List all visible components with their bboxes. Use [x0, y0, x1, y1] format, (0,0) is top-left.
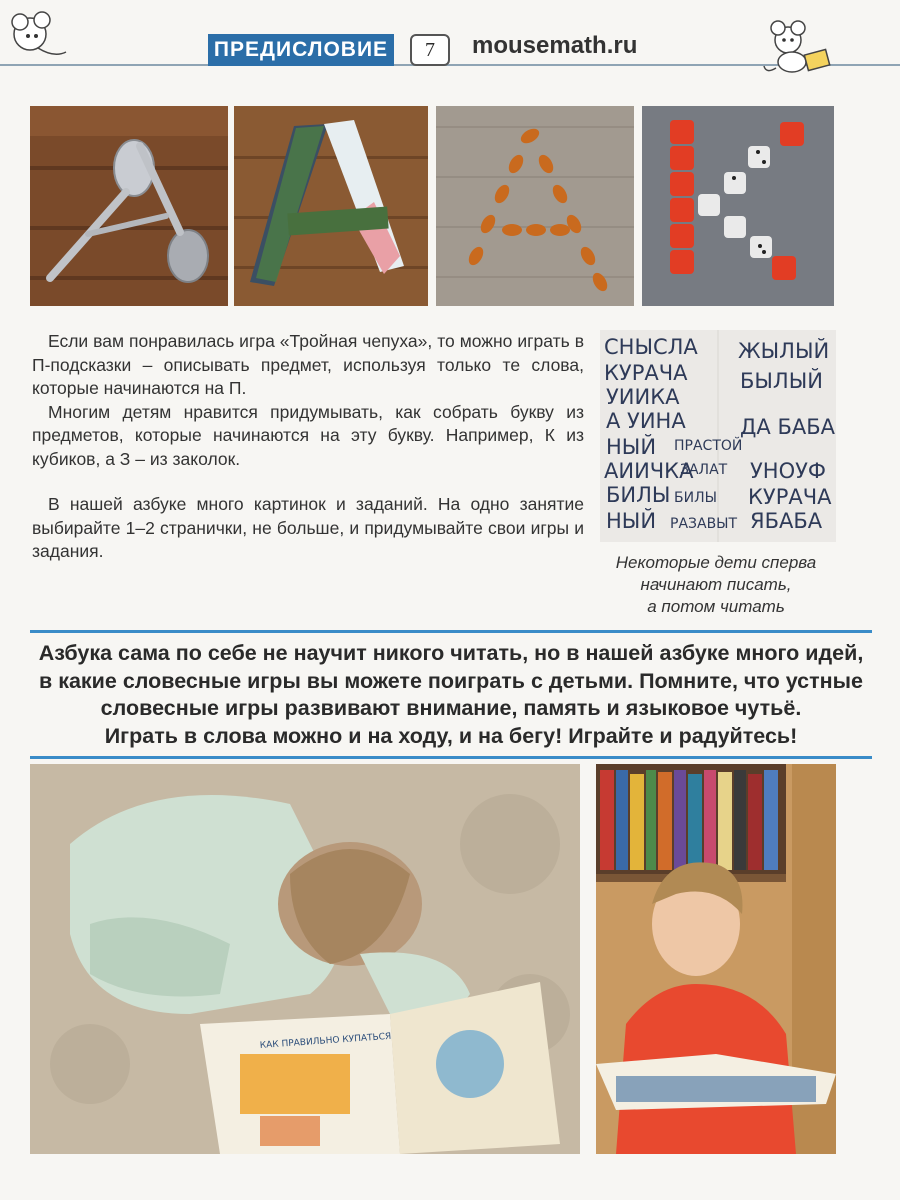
hw-right-5: КУРАЧА — [748, 485, 832, 509]
body-text — [32, 330, 584, 564]
photo-dice-letter-k — [642, 106, 834, 306]
key-message-line-2: в какие словесные игры вы можете поиграть с детьми. Помните, что устные — [39, 668, 863, 693]
caption-line-1: Некоторые дети сперва — [615, 553, 817, 572]
caption-line-3: а потом читать — [647, 597, 785, 616]
photo-girl-reading — [30, 764, 580, 1154]
photo-spoons-letter-a — [30, 106, 228, 306]
hw-mid-4: РАЗАВЫТ — [670, 516, 738, 532]
paragraph-3: В нашей азбуке много картинок и заданий. На одно занятие выбирайте 1–2 странички, не больше, и придумывайте свои игры и задания. — [32, 494, 584, 561]
photo-caption — [600, 552, 832, 618]
photo-handwriting — [600, 330, 836, 542]
hw-left-8: НЫЙ — [606, 509, 657, 533]
paragraph-1: Если вам понравилась игра «Тройная чепуха», то можно играть в П-подсказки – описывать предмет, используя только те слова, которые начинаются на П. — [32, 331, 584, 398]
hw-mid-1: ПРАСТОЙ — [674, 438, 743, 454]
hw-left-3: УИИКА — [606, 385, 680, 409]
key-message — [30, 640, 872, 750]
hw-right-6: ЯБАБА — [750, 509, 823, 533]
book-page-title: КАК ПРАВИЛЬНО КУПАТЬСЯ — [259, 1031, 392, 1051]
handwriting-sheet — [600, 330, 836, 542]
page-number: 7 — [410, 34, 450, 66]
hw-right-2: БЫЛЫЙ — [740, 369, 823, 393]
photo-boy-reading — [596, 764, 836, 1154]
paragraph-2: Многим детям нравится придумывать, как собрать букву из предметов, которые начинаются на эту букву. Например, К из кубиков, а З – из заколок. — [32, 401, 584, 469]
key-message-line-3: словесные игры развивают внимание, память и языковое чутьё. — [100, 696, 802, 720]
hw-left-6: АИИЧКА — [604, 459, 694, 483]
hw-left-5: НЫЙ — [606, 435, 657, 459]
mouse-icon — [8, 8, 68, 68]
hw-mid-3: БИЛЫ — [674, 490, 717, 506]
hw-right-4: УНОУФ — [750, 459, 826, 483]
key-message-line-4: Играть в слова можно и на ходу, и на бегу! Играйте и радуйтесь! — [104, 723, 798, 748]
hw-mid-2: ЗАЛАТ — [680, 462, 728, 478]
hw-left-4: А УИНА — [606, 409, 686, 433]
section-label: ПРЕДИСЛОВИЕ — [208, 34, 394, 66]
caption-line-2: начинают писать, — [640, 575, 792, 594]
photo-leaves-letter-a — [436, 106, 634, 306]
divider-top — [30, 630, 872, 633]
site-name: mousemath.ru — [472, 32, 638, 59]
hw-left-7: БИЛЫ — [606, 483, 671, 507]
hw-left-2: КУРАЧА — [604, 361, 688, 385]
key-message-line-1: Азбука сама по себе не научит никого читать, но в нашей азбуке много идей, — [38, 641, 864, 665]
hw-right-1: ЖЫЛЫЙ — [738, 339, 830, 363]
divider-bottom — [30, 756, 872, 759]
photo-fabric-letter-a — [234, 106, 428, 306]
hw-right-3: ДА БАБА — [740, 415, 835, 439]
reading-mouse-icon — [762, 18, 838, 78]
hw-left-1: СНЫСЛА — [604, 335, 698, 359]
